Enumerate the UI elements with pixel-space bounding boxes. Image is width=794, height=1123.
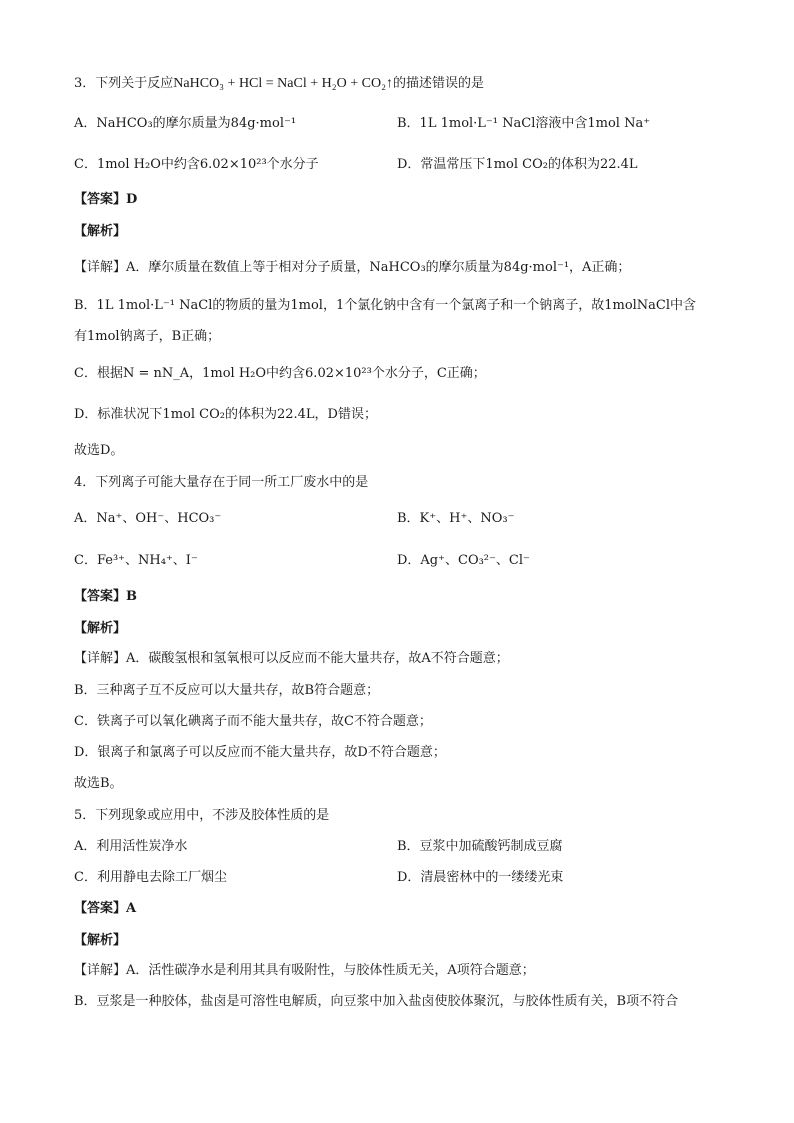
q3-detail-2a: B．1L 1mol·L⁻¹ NaCl的物质的量为1mol，1个氯化钠中含有一个氯离子和一个钠离子，故1molNaCl中含 (74, 298, 697, 313)
q3-answer: 【答案】D (74, 192, 138, 207)
q3-option-c: C．1mol H₂O中约含6.02×10²³个水分子 (74, 157, 319, 172)
q4-conclusion: 故选B。 (74, 776, 123, 791)
q4-stem: 4．下列离子可能大量存在于同一所工厂废水中的是 (74, 475, 369, 490)
q5-option-a: A．利用活性炭净水 (74, 839, 188, 854)
q5-analysis-label: 【解析】 (74, 933, 127, 948)
q4-option-a: A．Na⁺、OH⁻、HCO₃⁻ (74, 511, 222, 526)
q3-analysis-label: 【解析】 (74, 224, 127, 239)
q3-detail-3: C．根据N = nN_A，1mol H₂O中约含6.02×10²³个水分子，C正确； (74, 366, 486, 381)
q3-option-b: B．1L 1mol·L⁻¹ NaCl溶液中含1mol Na⁺ (397, 116, 651, 131)
q4-option-c: C．Fe³⁺、NH₄⁺、I⁻ (74, 553, 198, 568)
q5-answer: 【答案】A (74, 901, 137, 916)
q3-stem (74, 74, 484, 94)
q5-option-d: D．清晨密林中的一缕缕光束 (397, 870, 564, 885)
q3-detail-1: 【详解】A．摩尔质量在数值上等于相对分子质量，NaHCO₃的摩尔质量为84g·mol⁻¹，A正确； (74, 260, 631, 275)
q5-option-c: C．利用静电去除工厂烟尘 (74, 870, 227, 885)
q4-detail-3: C．铁离子可以氧化碘离子而不能大量共存，故C不符合题意； (74, 714, 432, 729)
q4-detail-4: D．银离子和氯离子可以反应而不能大量共存，故D不符合题意； (74, 745, 446, 760)
q5-stem: 5．下列现象或应用中，不涉及胶体性质的是 (74, 808, 330, 823)
q4-analysis-label: 【解析】 (74, 621, 127, 636)
q4-option-b: B．K⁺、H⁺、NO₃⁻ (397, 511, 515, 526)
q4-detail-1: 【详解】A．碳酸氢根和氢氧根可以反应而不能大量共存，故A不符合题意； (74, 651, 509, 666)
q5-option-b: B．豆浆中加硫酸钙制成豆腐 (397, 839, 563, 854)
q3-stem-formula: NaHCO₃ + HCl = NaCl + H₂O + CO₂↑ (173, 76, 393, 91)
q3-option-d: D．常温常压下1mol CO₂的体积为22.4L (397, 157, 638, 172)
q3-stem-suffix: 的描述错误的是 (392, 76, 484, 91)
q5-detail-2: B．豆浆是一种胶体，盐卤是可溶性电解质，向豆浆中加入盐卤使胶体聚沉，与胶体性质有关，B项不符合 (74, 994, 679, 1009)
q3-conclusion: 故选D。 (74, 443, 124, 458)
q4-detail-2: B．三种离子互不反应可以大量共存，故B符合题意； (74, 683, 380, 698)
q3-option-a: A．NaHCO₃的摩尔质量为84g·mol⁻¹ (74, 116, 297, 131)
q3-detail-2b: 有1mol钠离子，B正确； (74, 329, 221, 344)
q3-detail-4: D．标准状况下1mol CO₂的体积为22.4L，D错误； (74, 407, 377, 422)
q4-option-d: D．Ag⁺、CO₃²⁻、Cl⁻ (397, 553, 530, 568)
q5-detail-1: 【详解】A．活性碳净水是利用其具有吸附性，与胶体性质无关，A项符合题意； (74, 963, 535, 978)
q4-answer: 【答案】B (74, 589, 137, 604)
q3-stem-prefix: 3．下列关于反应 (74, 76, 174, 91)
